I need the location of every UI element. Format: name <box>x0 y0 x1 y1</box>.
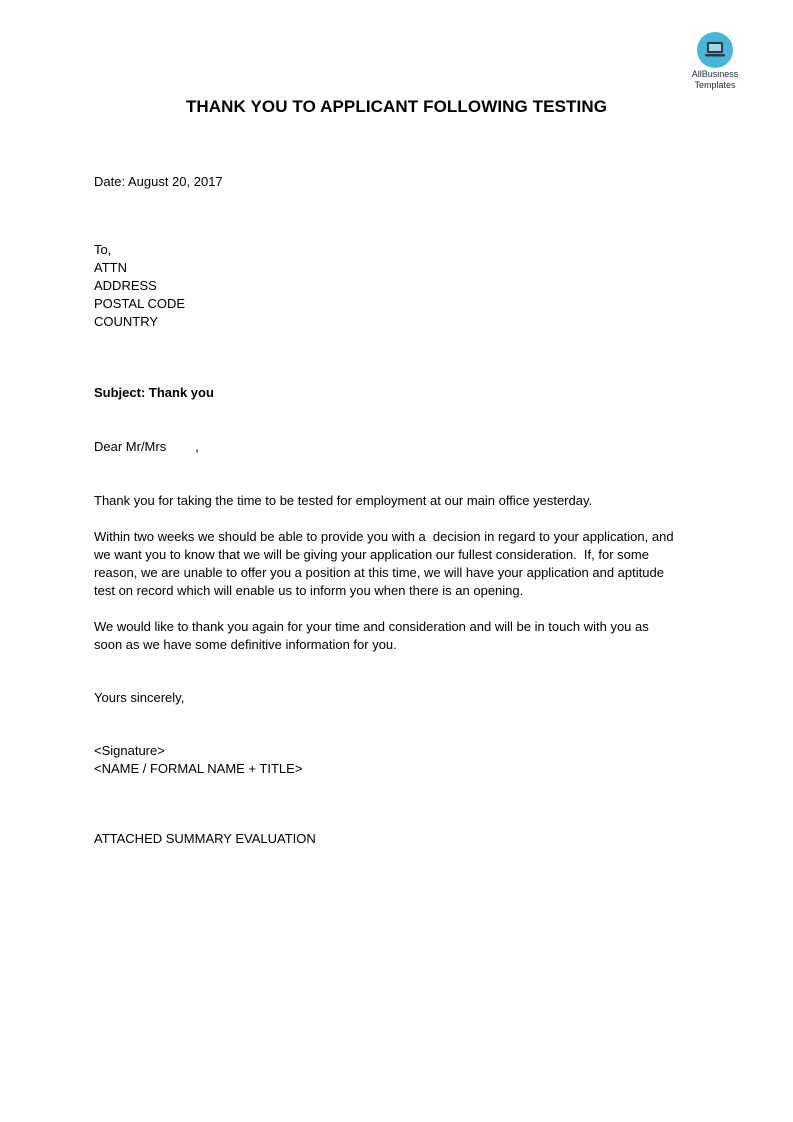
date-line: Date: August 20, 2017 <box>94 174 223 189</box>
logo-text-line2: Templates <box>694 80 736 90</box>
signature-placeholder: <Signature> <box>94 743 165 758</box>
paragraph-2-line: test on record which will enable us to inform you when there is an opening. <box>94 583 524 598</box>
paragraph-3-line: soon as we have some definitive information for you. <box>94 637 397 652</box>
logo-text-line1: AllBusiness <box>691 69 739 79</box>
attachment-note: ATTACHED SUMMARY EVALUATION <box>94 831 316 846</box>
address-line: ADDRESS <box>94 278 157 293</box>
salutation: Dear Mr/Mrs , <box>94 439 199 454</box>
paragraph-2 <box>94 528 704 600</box>
closing: Yours sincerely, <box>94 690 185 705</box>
address-country: COUNTRY <box>94 314 159 329</box>
paragraph-2-line: reason, we are unable to offer you a position at this time, we will have your application and aptitude <box>94 565 664 580</box>
document-title: THANK YOU TO APPLICANT FOLLOWING TESTING <box>185 97 608 116</box>
paragraph-2-line: we want you to know that we will be giving your application our fullest consideration. If, for some <box>94 547 649 562</box>
subject-line: Subject: Thank you <box>94 385 214 400</box>
address-attn: ATTN <box>94 260 127 275</box>
paragraph-1: Thank you for taking the time to be tested for employment at our main office yesterday. <box>94 493 593 508</box>
laptop-icon <box>697 32 733 68</box>
address-to: To, <box>94 242 112 257</box>
allbusiness-templates-logo <box>684 32 746 90</box>
paragraph-3-line: We would like to thank you again for your time and consideration and will be in touch with you as <box>94 619 649 634</box>
paragraph-3 <box>94 618 704 654</box>
name-title-placeholder: <NAME / FORMAL NAME + TITLE> <box>94 761 303 776</box>
address-postal-code: POSTAL CODE <box>94 296 186 311</box>
paragraph-2-line: Within two weeks we should be able to provide you with a decision in regard to your application, and <box>94 529 674 544</box>
